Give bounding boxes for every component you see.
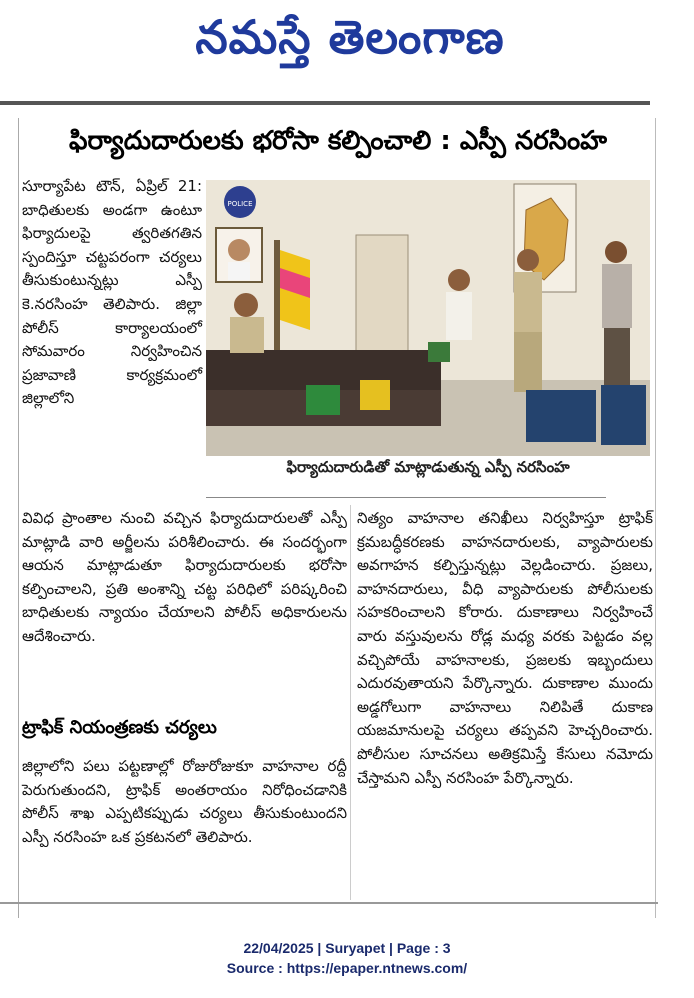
photo-sign-label: POLICE (227, 200, 253, 208)
frame-rule-right (655, 118, 656, 918)
frame-rule-left (18, 118, 19, 918)
page-footer (0, 938, 694, 978)
photo-caption: ఫిర్యాదుదారుడితో మాట్లాడుతున్న ఎస్పీ నరసింహ (286, 458, 570, 476)
footer-source-link[interactable]: Source : https://epaper.ntnews.com/ (226, 960, 468, 976)
article-paragraph-continued: వివిధ ప్రాంతాల నుంచి వచ్చిన ఫిర్యాదుదారులతో ఎస్పీ మాట్లాడి వారి అర్జీలను పరిశీలించారు. ఈ సందర్భంగా ఆయన మాట్లాడుతూ ఫిర్యాదుదారులకు భరోసా కల్పించాలని, ప్రతి అంశాన్ని చట్ట పరిధిలో పరిష్కరించి బాధితులకు న్యాయం చేయాలని పోలీస్ అధికారులను ఆదేశించారు. (22, 509, 347, 645)
article-paragraph-traffic-details: నిత్యం వాహనాల తనిఖీలు నిర్వహిస్తూ ట్రాఫిక్ క్రమబద్ధీకరణకు వాహనదారులకు, వ్యాపారులకు అవగాహన కల్పిస్తున్నట్లు వెల్లడించారు. ప్రజలు, వాహనదారులు, వీధి వ్యాపారులకు పోలీసులకు సహకరించాలని కోరారు. దుకాణాలు నిర్వహించే వారు వస్తువులను రోడ్ల మధ్య వరకు పెట్టడం వల్ల వచ్చిపోయే వాహనాలకు, ప్రజలకు ఇబ్బందులు ఎదురవుతాయని పేర్కొన్నారు. దుకాణాల ముందు అడ్డగోలుగా వాహనాలు నిలిపితే దుకాణ యజమానులపై చర్యలు తప్పవని హెచ్చరించారు. పోలీసుల సూచనలు అతిక్రమిస్తే కేసులు నమోదు చేస్తామని ఎస్పీ నరసింహ పేర్కొన్నారు. (357, 509, 653, 787)
article-paragraph-traffic: జిల్లాలోని పలు పట్టణాల్లో రోజురోజుకూ వాహనాల రద్దీ పెరుగుతుందని, ట్రాఫిక్ అంతరాయం నిరోధించడానికి పోలీస్ శాఖ ఎప్పటికప్పుడు చర్యలు తీసుకుంటుందని ఎస్పీ నరసింహ ఒక ప్రకటనలో తెలిపారు. (22, 757, 347, 846)
article-photo (206, 180, 650, 456)
article-headline: ఫిర్యాదుదారులకు భరోసా కల్పించాలి : ఎస్పీ నరసింహ (69, 126, 607, 156)
article-paragraph-intro: సూర్యాపేట టౌన్, ఏప్రిల్ 21: బాధితులకు అండగా ఉంటూ ఫిర్యాదులపై త్వరితగతిన స్పందిస్తూ చట్టపరంగా చర్యలు తీసుకుంటున్నట్లు ఎస్పీ కె.నరసింహ తెలిపారు. జిల్లా పోలీస్ కార్యాలయంలో సోమవారం నిర్వహించిన ప్రజావాణి కార్యక్రమంలో జిల్లాలోని (22, 177, 202, 408)
photo-illustration (206, 180, 650, 456)
article-subheading: ట్రాఫిక్ నియంత్రణకు చర్యలు (22, 717, 217, 738)
caption-rule (206, 497, 606, 498)
masthead-rule (0, 101, 650, 105)
newspaper-logo: నమస్తే తెలంగాణ (195, 10, 505, 64)
masthead (0, 0, 694, 100)
column-divider (350, 505, 351, 900)
footer-rule (0, 902, 658, 904)
footer-edition-info: 22/04/2025 | Suryapet | Page : 3 (243, 940, 451, 956)
